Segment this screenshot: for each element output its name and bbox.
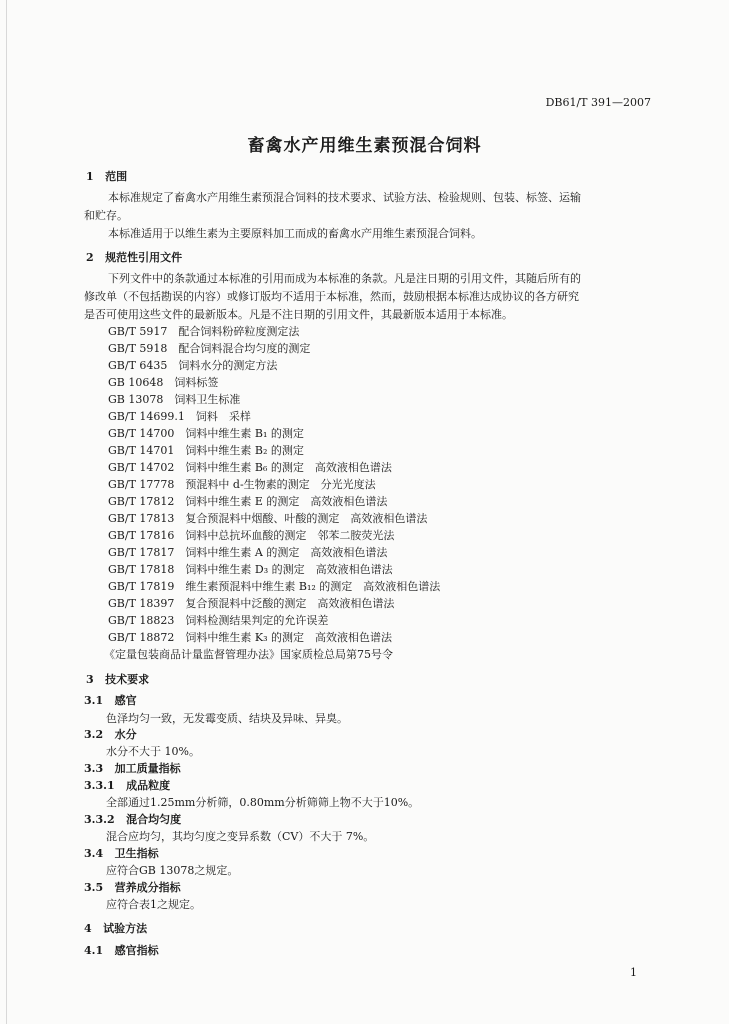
paragraph: 本标准适用于以维生素为主要原料加工而成的畜禽水产用维生素预混合饲料。 — [108, 227, 482, 240]
subsection-3-2-heading — [84, 726, 137, 742]
paragraph: 和贮存。 — [84, 209, 128, 222]
reference-item: GB/T 14701 饲料中维生素 B₂ 的测定 — [108, 444, 304, 457]
paragraph: 应符合GB 13078之规定。 — [106, 864, 239, 877]
section-2-heading — [86, 249, 182, 265]
paragraph: 应符合表1之规定。 — [106, 898, 201, 911]
subsection-number: 3.2 — [84, 728, 104, 741]
section-number: 3 — [86, 673, 94, 686]
subsection-3-3-heading — [84, 760, 181, 776]
page-number: 1 — [630, 966, 637, 979]
subsection-3-1-heading — [84, 692, 137, 708]
subsection-title: 营养成分指标 — [114, 881, 181, 894]
reference-item: GB/T 5917 配合饲料粉碎粒度测定法 — [108, 325, 300, 338]
paragraph: 水分不大于 10%。 — [106, 745, 200, 758]
reference-item: GB 13078 饲料卫生标准 — [108, 393, 241, 406]
reference-item: GB/T 17818 饲料中维生素 D₃ 的测定 高效液相色谱法 — [108, 563, 393, 576]
subsection-number: 4.1 — [84, 944, 104, 957]
subsection-title: 混合均匀度 — [126, 813, 182, 826]
subsection-number: 3.1 — [84, 694, 104, 707]
subsection-4-1-heading — [84, 942, 159, 958]
subsection-3-3-2-heading — [84, 811, 181, 827]
reference-item: GB 10648 饲料标签 — [108, 376, 219, 389]
reference-item: GB/T 17819 维生素预混料中维生素 B₁₂ 的测定 高效液相色谱法 — [108, 580, 441, 593]
reference-item: GB/T 14699.1 饲料 采样 — [108, 410, 251, 423]
reference-item: GB/T 18872 饲料中维生素 K₃ 的测定 高效液相色谱法 — [108, 631, 393, 644]
subsection-number: 3.3 — [84, 762, 104, 775]
subsection-number: 3.5 — [84, 881, 104, 894]
subsection-title: 加工质量指标 — [114, 762, 181, 775]
reference-item: GB/T 17778 预混料中 d-生物素的测定 分光光度法 — [108, 478, 376, 491]
paragraph: 混合应均匀，其均匀度之变异系数（CV）不大于 7%。 — [106, 830, 375, 843]
subsection-title: 感官指标 — [114, 944, 159, 957]
reference-item: GB/T 17812 饲料中维生素 E 的测定 高效液相色谱法 — [108, 495, 388, 508]
reference-item: GB/T 17813 复合预混料中烟酸、叶酸的测定 高效液相色谱法 — [108, 512, 428, 525]
section-3-heading — [86, 671, 149, 687]
paragraph: 修改单（不包括勘误的内容）或修订版均不适用于本标准，然而，鼓励根据本标准达成协议的各方研究 — [84, 290, 579, 303]
paragraph: 本标准规定了畜禽水产用维生素预混合饲料的技术要求、试验方法、检验规则、包装、标签、运输 — [108, 191, 581, 204]
subsection-3-3-1-heading — [84, 777, 170, 793]
section-1-heading — [86, 168, 127, 184]
reference-item: GB/T 17817 饲料中维生素 A 的测定 高效液相色谱法 — [108, 546, 388, 559]
reference-item: 《定量包装商品计量监督管理办法》国家质检总局第75号令 — [104, 648, 393, 661]
paragraph: 是否可使用这些文件的最新版本。凡是不注日期的引用文件，其最新版本适用于本标准。 — [84, 308, 513, 321]
reference-item: GB/T 14700 饲料中维生素 B₁ 的测定 — [108, 427, 304, 440]
subsection-title: 感官 — [114, 694, 137, 707]
reference-item: GB/T 14702 饲料中维生素 B₆ 的测定 高效液相色谱法 — [108, 461, 392, 474]
subsection-title: 卫生指标 — [114, 847, 159, 860]
section-title: 规范性引用文件 — [105, 251, 183, 264]
section-title: 试验方法 — [103, 922, 148, 935]
reference-item: GB/T 6435 饲料水分的测定方法 — [108, 359, 278, 372]
reference-item: GB/T 18397 复合预混料中泛酸的测定 高效液相色谱法 — [108, 597, 395, 610]
paragraph: 全部通过1.25mm分析筛，0.80mm分析筛筛上物不大于10%。 — [106, 796, 420, 809]
reference-item: GB/T 5918 配合饲料混合均匀度的测定 — [108, 342, 311, 355]
subsection-number: 3.3.2 — [84, 813, 115, 826]
reference-item: GB/T 17816 饲料中总抗坏血酸的测定 邻苯二胺荧光法 — [108, 529, 395, 542]
paragraph: 下列文件中的条款通过本标准的引用而成为本标准的条款。凡是注日期的引用文件，其随后所有的 — [108, 272, 581, 285]
standard-code: DB61/T 391—2007 — [545, 96, 651, 109]
document-title: 畜禽水产用维生素预混合饲料 — [247, 136, 482, 156]
section-title: 范围 — [105, 170, 128, 183]
subsection-number: 3.3.1 — [84, 779, 115, 792]
section-title: 技术要求 — [105, 673, 150, 686]
paragraph: 色泽均匀一致，无发霉变质、结块及异味、异臭。 — [106, 712, 348, 725]
section-number: 4 — [84, 922, 92, 935]
subsection-number: 3.4 — [84, 847, 104, 860]
subsection-3-5-heading — [84, 879, 181, 895]
section-number: 2 — [86, 251, 94, 264]
section-4-heading — [84, 920, 147, 936]
subsection-title: 成品粒度 — [126, 779, 171, 792]
subsection-3-4-heading — [84, 845, 159, 861]
subsection-title: 水分 — [114, 728, 137, 741]
section-number: 1 — [86, 170, 94, 183]
reference-item: GB/T 18823 饲料检测结果判定的允许误差 — [108, 614, 329, 627]
